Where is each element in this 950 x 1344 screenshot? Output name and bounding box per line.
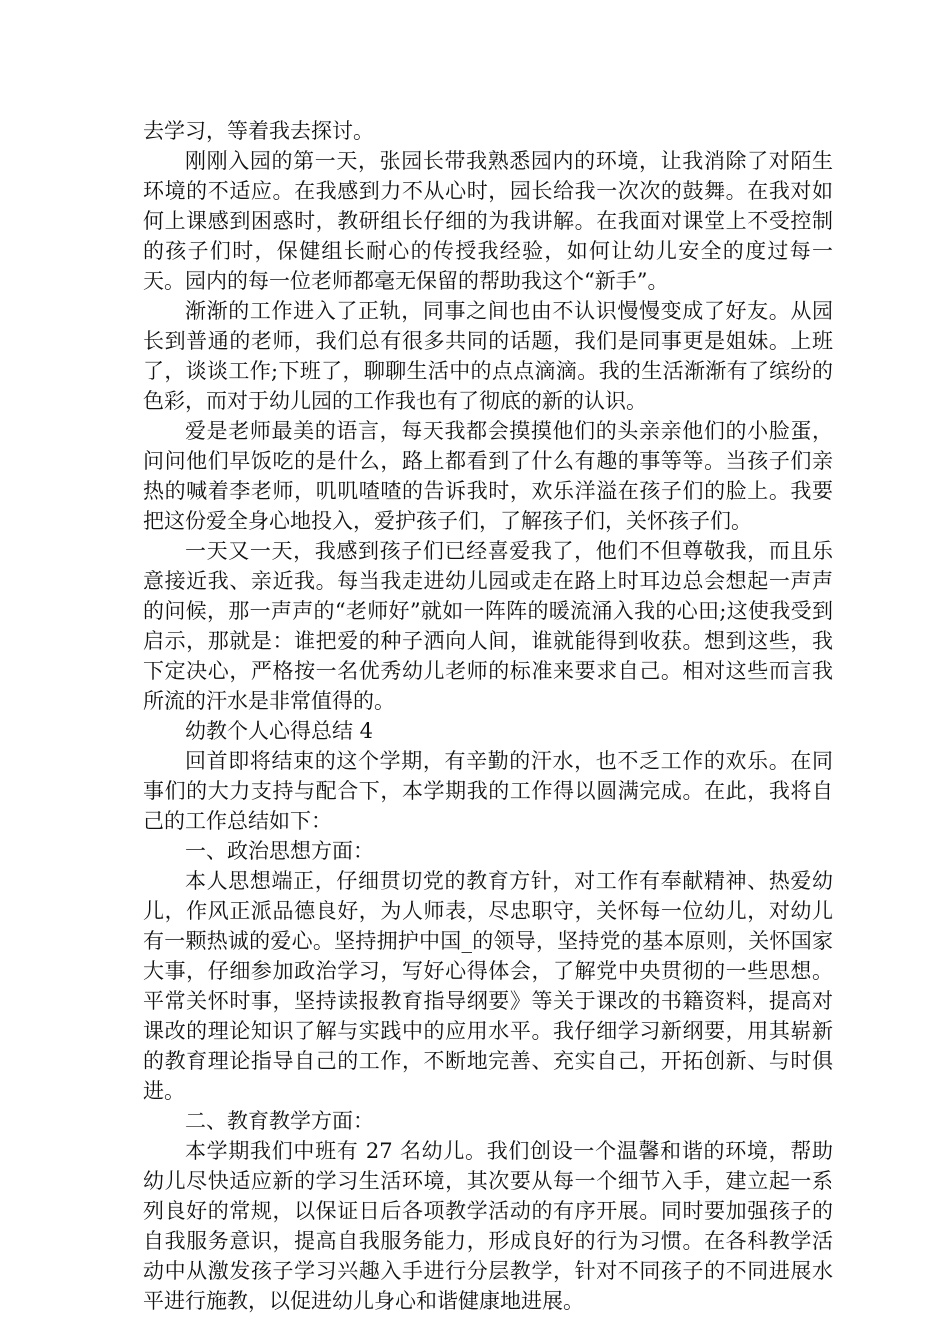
section-heading-teaching: 二、教育教学方面：: [185, 1109, 374, 1133]
paragraph-continuation: 去学习，等着我去探讨。: [143, 119, 374, 143]
paragraph-political: 本人思想端正，仔细贯切党的教育方针，对工作有奉献精神、热爱幼儿，作风正派品德良好，为人师表，尽忠职守，关怀每一位幼儿，对幼儿有一颗热诚的爱心。坚持拥护中国_的领导，坚持党的基本原则，关怀国家大事，仔细参加政治学习，写好心得体会，了解党中央贯彻的一些思想。平常关怀时事，坚持读报教育指导纲要》等关于课改的书籍资料，提高对课改的理论知识了解与实践中的应用水平。我仔细学习新纲要，用其崭新的教育理论指导自己的工作，不断地完善、充实自己，开拓创新、与时俱进。: [143, 869, 833, 1103]
paragraph-love: 爱是老师最美的语言，每天我都会摸摸他们的头亲亲他们的小脸蛋，问问他们早饭吃的是什么，路上都看到了什么有趣的事等等。当孩子们亲热的喊着李老师，叽叽喳喳的告诉我时，欢乐洋溢在孩子们的脸上。我要把这份爱全身心地投入，爱护孩子们，了解孩子们，关怀孩子们。: [143, 419, 833, 533]
paragraph-semester-review: 回首即将结束的这个学期，有辛勤的汗水，也不乏工作的欢乐。在同事们的大力支持与配合下，本学期我的工作得以圆满完成。在此，我将自己的工作总结如下：: [143, 749, 833, 833]
paragraph-first-day: 刚刚入园的第一天，张园长带我熟悉园内的环境，让我消除了对陌生环境的不适应。在我感到力不从心时，园长给我一次次的鼓舞。在我对如何上课感到困惑时，教研组长仔细的为我讲解。在我面对课堂上不受控制的孩子们时，保健组长耐心的传授我经验，如何让幼儿安全的度过每一天。园内的每一位老师都毫无保留的帮助我这个“新手”。: [143, 149, 833, 293]
document-page: [143, 116, 833, 1316]
paragraph-day-by-day: 一天又一天，我感到孩子们已经喜爱我了，他们不但尊敬我，而且乐意接近我、亲近我。每当我走进幼儿园或走在路上时耳边总会想起一声声的问候，那一声声的“老师好”就如一阵阵的暖流涌入我的心田;这使我受到启示，那就是：谁把爱的种子洒向人间，谁就能得到收获。想到这些，我下定决心，严格按一名优秀幼儿老师的标准来要求自己。相对这些而言我所流的汗水是非常值得的。: [143, 539, 833, 713]
paragraph-teaching: 本学期我们中班有 27 名幼儿。我们创设一个温馨和谐的环境，帮助幼儿尽快适应新的学习生活环境，其次要从每一个细节入手，建立起一系列良好的常规，以保证日后各项教学活动的有序开展。同时要加强孩子的自我服务意识，提高自我服务能力，形成良好的行为习惯。在各科教学活动中从激发孩子学习兴趣入手进行分层教学，针对不同孩子的不同进展水平进行施教，以促进幼儿身心和谐健康地进展。: [143, 1139, 833, 1313]
section-heading-political: 一、政治思想方面：: [185, 839, 374, 863]
paragraph-colleagues: 渐渐的工作进入了正轨，同事之间也由不认识慢慢变成了好友。从园长到普通的老师，我们总有很多共同的话题，我们是同事更是姐妹。上班了，谈谈工作;下班了，聊聊生活中的点点滴滴。我的生活渐渐有了缤纷的色彩，而对于幼儿园的工作我也有了彻底的新的认识。: [143, 299, 833, 413]
section-title-summary-4: 幼教个人心得总结 4: [185, 719, 374, 743]
